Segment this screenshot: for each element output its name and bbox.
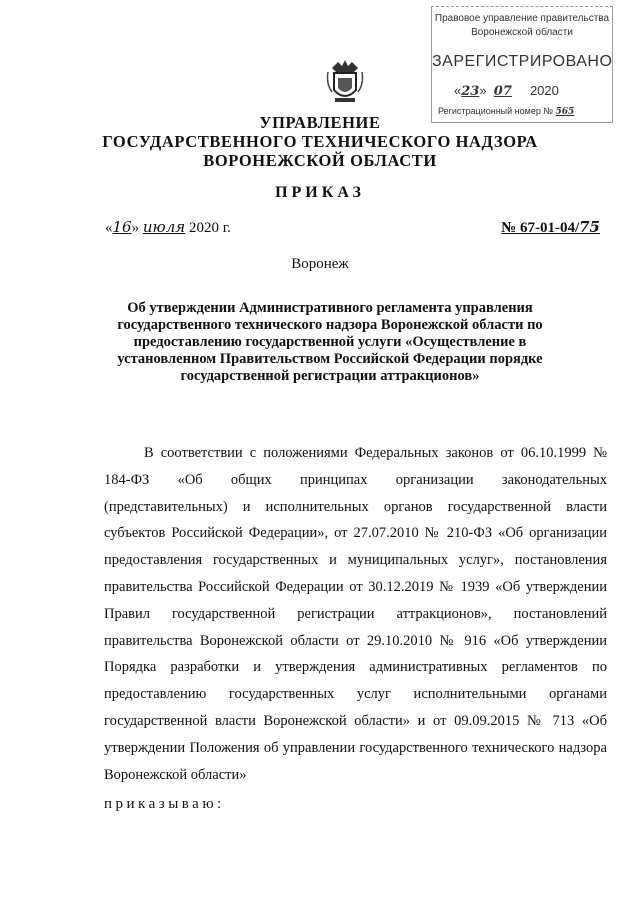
stamp-date: «23» 07 2020 — [454, 83, 559, 99]
order-number — [501, 218, 600, 237]
order-date-day: 16 — [112, 218, 132, 236]
order-date: «16» июля 2020 г. — [105, 218, 231, 236]
city: Воронеж — [291, 256, 349, 272]
org-title-line-3: ВОРОНЕЖСКОЙ ОБЛАСТИ — [203, 151, 437, 170]
org-title-line-2: ГОСУДАРСТВЕННОГО ТЕХНИЧЕСКОГО НАДЗОРА — [102, 132, 538, 151]
stamp-registered: ЗАРЕГИСТРИРОВАНО — [432, 53, 613, 70]
order-directive: приказываю: — [104, 796, 225, 812]
order-body: В соответствии с положениями Федеральных законов от 06.10.1999 № 184-ФЗ «Об общих принципах организации законодательных (представительных) и исполнительных органов государственной власти субъектов Российской Федерации», от 27.07.2010 № 210-ФЗ «Об организации предоставления государственных и муниципальных услуг», постановления правительства Российской Федерации от 30.12.2019 № 1939 «Об утверждении Правил государственной регистрации аттракционов», постановлений правительства Воронежской области от 29.10.2010 № 916 «Об утверждении Порядка разработки и утверждения административных регламентов по предоставлению государственных услуг исполнительными органами государственной власти Воронежской области» и от 09.09.2015 № 713 «Об утверждении Положения об управлении государственного технического надзора Воронежской области» — [104, 445, 607, 783]
coat-of-arms-icon — [326, 58, 364, 106]
registration-stamp — [431, 6, 613, 123]
order-number-prefix: № 67-01-04/ — [501, 220, 580, 236]
order-date-month: июля — [142, 218, 186, 236]
stamp-date-month: 07 — [493, 84, 512, 99]
order-date-year: 2020 г. — [188, 220, 231, 236]
stamp-line-1: Правовое управление правительства — [434, 13, 610, 24]
order-number-suffix: 75 — [579, 218, 600, 236]
stamp-date-year: 2020 — [529, 83, 559, 98]
stamp-reg-value: 565 — [555, 107, 575, 117]
order-title: ПРИКАЗ — [275, 184, 365, 201]
stamp-reg-label: Регистрационный номер № — [438, 106, 554, 116]
stamp-line-2: Воронежской области — [471, 27, 573, 38]
stamp-date-day: 23 — [461, 84, 480, 99]
org-title-line-1: УПРАВЛЕНИЕ — [259, 113, 381, 132]
order-subject: Об утверждении Административного регламента управления государственного технического надзора Воронежской области по предоставлению государственной услуги «Осуществление в установленном Правительством Российской Федерации порядке государственной регистрации аттракционов» — [117, 300, 543, 384]
